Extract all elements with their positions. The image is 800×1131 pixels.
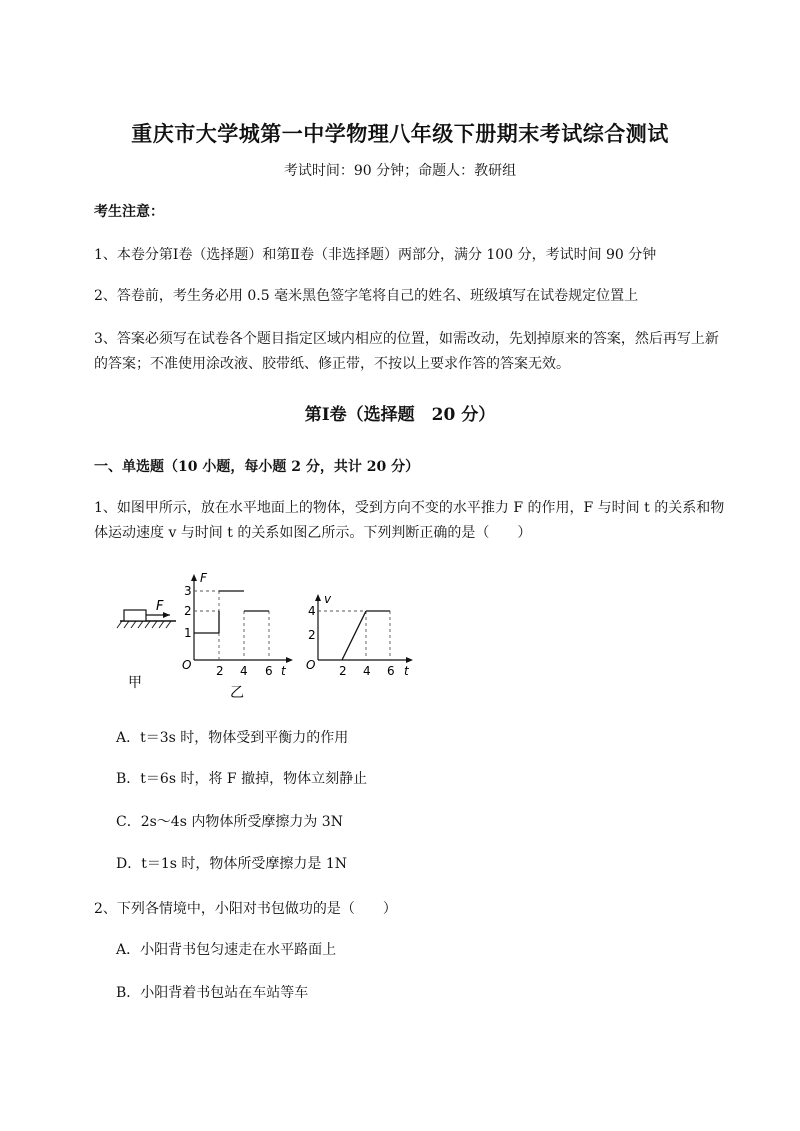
question-1-option-b: B．t＝6s 时，将 F 撤掉，物体立刻静止	[116, 771, 368, 787]
t-tick-label: 4	[363, 664, 371, 678]
f-tick-label: 1	[184, 626, 192, 640]
t-tick-label: 2	[339, 664, 347, 678]
t-axis-label: t	[281, 664, 286, 678]
figure-jia	[117, 599, 176, 691]
question-1-option-d: D．t＝1s 时，物体所受摩擦力是 1N	[116, 856, 347, 872]
question-1-option-a: A．t＝3s 时，物体受到平衡力的作用	[116, 730, 349, 746]
question-1-stem: 1、如图甲所示，放在水平地面上的物体，受到方向不变的水平推力 F 的作用，F 与时间 t 的关系和物	[94, 500, 725, 516]
t-axis-label: t	[404, 664, 409, 678]
force-label: F	[156, 599, 164, 614]
f-tick-label: 2	[184, 604, 192, 618]
notice-item: 3、答案必须写在试卷各个题目指定区域内相应的位置，如需改动，先划掉原来的答案，然后再写上新	[94, 331, 719, 347]
part-heading: 一、单选题（10 小题，每小题 2 分，共计 20 分）	[94, 459, 420, 475]
question-2-stem: 2、下列各情境中，小阳对书包做功的是（ ）	[94, 901, 397, 917]
page-title: 重庆市大学城第一中学物理八年级下册期末考试综合测试	[131, 121, 669, 146]
notice-item: 1、本卷分第Ⅰ卷（选择题）和第Ⅱ卷（非选择题）两部分，满分 100 分，考试时间 90 分钟	[94, 247, 657, 263]
t-tick-label: 2	[216, 664, 224, 678]
question-1-figure	[110, 565, 420, 705]
t-tick-label: 6	[265, 664, 273, 678]
origin-label: O	[182, 658, 192, 672]
figure-label-yi: 乙	[230, 685, 244, 701]
notice-heading: 考生注意：	[94, 204, 164, 220]
t-tick-label: 6	[387, 664, 395, 678]
notice-item: 的答案；不准使用涂改液、胶带纸、修正带，不按以上要求作答的答案无效。	[94, 356, 570, 372]
question-2-option-b: B．小阳背着书包站在车站等车	[116, 985, 309, 1001]
exam-info: 考试时间：90 分钟；命题人：教研组	[283, 163, 517, 179]
section-title: 第Ⅰ卷（选择题 20 分）	[304, 405, 496, 425]
figure-label-jia: 甲	[128, 675, 142, 691]
f-t-graph	[182, 571, 293, 701]
v-tick-label: 4	[308, 604, 316, 618]
question-1-option-c: C．2s～4s 内物体所受摩擦力为 3N	[116, 814, 343, 830]
f-tick-label: 3	[184, 584, 192, 598]
question-2-option-a: A．小阳背书包匀速走在水平路面上	[116, 942, 337, 958]
v-tick-label: 2	[308, 628, 316, 642]
origin-label: O	[306, 658, 316, 672]
f-axis-label: F	[200, 571, 207, 585]
t-tick-label: 4	[240, 664, 248, 678]
notice-item: 2、答卷前，考生务必用 0.5 毫米黑色签字笔将自己的姓名、班级填写在试卷规定位置上	[94, 288, 639, 304]
v-axis-label: v	[324, 592, 332, 606]
question-1-stem: 体运动速度 v 与时间 t 的关系如图乙所示。下列判断正确的是（ ）	[94, 525, 532, 541]
v-t-graph	[306, 592, 413, 678]
